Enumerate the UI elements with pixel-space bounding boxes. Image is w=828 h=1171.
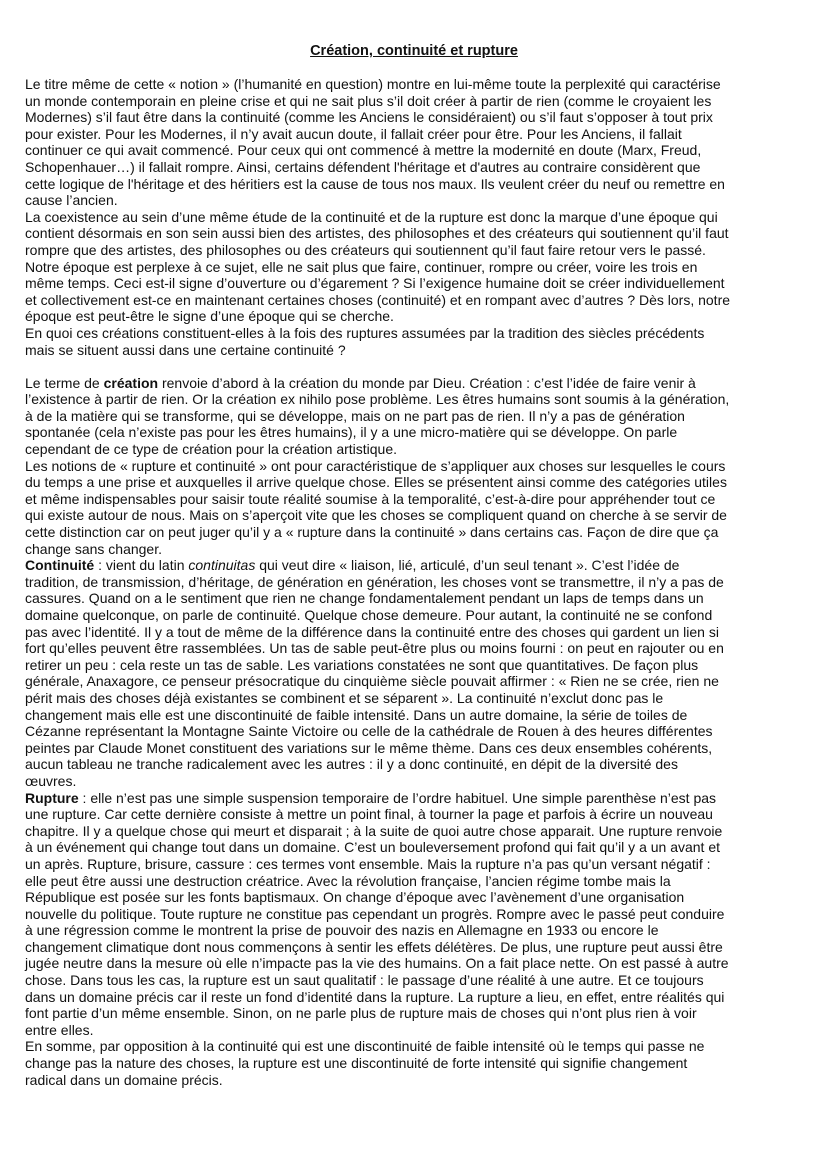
text-line: [25, 1038, 815, 1055]
text-line: [25, 342, 815, 359]
bold-term: création: [103, 374, 159, 391]
text-line: [25, 474, 815, 491]
document-title: Création, continuité et rupture: [310, 43, 518, 59]
text-run: tradition, de transmission, d’héritage, de génération en génération, les choses vont se transmettre, il n’y a pas de: [25, 573, 724, 590]
text-run: cependant de ce type de création pour la création artistique.: [25, 441, 398, 458]
text-run: retirer un peu : cela reste un tas de sable. Les variations constatées ne sont que quantitatives. De façon plus: [25, 656, 699, 673]
text-run: jugée neutre dans la mesure où elle n’impacte pas la vie des humains. On a fait place nette. On est passé à autre: [25, 955, 729, 972]
text-line: [25, 507, 815, 524]
coexistence-paragraph: [25, 209, 815, 325]
text-line: [25, 458, 815, 475]
text-line: [25, 275, 815, 292]
text-line: [25, 408, 815, 425]
text-line: [25, 491, 815, 508]
text-run: dans un domaine précis car il reste un fond d’identité dans la rupture. La rupture a lieu, en effet, entre réalités qui: [25, 988, 725, 1005]
text-run: pour exister. Pour les Modernes, il n’y avait aucun doute, il fallait créer pour être. Pour les Anciens, il fallait: [25, 125, 682, 142]
text-run: pas avec l’identité. Il y a tout de même de la différence dans la continuité entre des choses qui gardent un lien si: [25, 623, 719, 640]
italic-term: continuitas: [188, 557, 256, 574]
text-run: œuvres.: [25, 772, 77, 789]
text-run: cette distinction car on peut juger qu’il y a « rupture dans la continuité » dans certains cas. Façon de dire que ça: [25, 524, 719, 541]
text-run: En quoi ces créations constituent-elles à la fois des ruptures assumées par la tradition des siècles précédents: [25, 324, 705, 341]
text-run: un après. Rupture, brisure, cassure : ces termes vont ensemble. Mais la rupture n’a pas qu’un versant négatif :: [25, 855, 711, 872]
bold-term: Rupture: [25, 789, 79, 806]
text-run: fort qu’elles peuvent être rassemblées. Un tas de sable peut-être plus ou moins fourni : on peut en rajouter ou en: [25, 640, 724, 657]
text-line: [25, 259, 815, 276]
text-line: [25, 756, 815, 773]
continuite-paragraph: [25, 557, 815, 789]
text-run: : elle n’est pas une simple suspension temporaire de l’ordre habituel. Une simple parenthèse n’est pas: [78, 789, 717, 806]
text-run: nouvelle du politique. Toute rupture ne constitue pas cependant un progrès. Rompre avec le passé peut conduire: [25, 905, 725, 922]
text-run: : vient du latin: [94, 557, 189, 574]
text-run: En somme, par opposition à la continuité qui est une discontinuité de faible intensité où le temps qui passe ne: [25, 1038, 705, 1055]
text-line: [25, 93, 815, 110]
text-line: [25, 557, 815, 574]
bold-term: Continuité: [25, 557, 95, 574]
text-run: peintes par Claude Monet constituent des variations sur le même thème. Dans ces deux ensembles cohérents,: [25, 739, 713, 756]
text-run: rompre que des artistes, des philosophes ou des créateurs qui soutiennent qu’il faut faire retour vers le passé.: [25, 241, 706, 258]
problem-question: [25, 325, 815, 375]
text-line: [25, 176, 815, 193]
text-line: [25, 541, 815, 558]
text-line: [25, 955, 815, 972]
text-run: et collectivement est-ce en maintenant certaines choses (continuité) et en rompant avec d’autres ? Dès lors, notre: [25, 291, 731, 308]
text-line: [25, 242, 815, 259]
text-run: l’existence à partir de rien. Or la création ex nihilo pose problème. Les êtres humains sont soumis à la génération,: [25, 391, 730, 408]
text-line: [25, 391, 815, 408]
text-run: Les notions de « rupture et continuité » ont pour caractéristique de s’appliquer aux choses sur lesquelles le cours: [25, 457, 726, 474]
text-run: contient désormais en son sein aussi bien des artistes, des philosophes et des créateurs qui soutiennent qu’il faut: [25, 225, 729, 242]
text-run: un monde contemporain en pleine crise et qui ne sait plus s’il doit créer à partir de rien (comme le croyaient les: [25, 92, 712, 109]
text-run: qui existe autour de nous. Mais on s’aperçoit vite que les choses se compliquent quand on cherche à se servir de: [25, 507, 727, 524]
text-line: [25, 1055, 815, 1072]
rupture-paragraph: [25, 790, 815, 1039]
text-line: [25, 225, 815, 242]
text-line: [25, 142, 815, 159]
text-run: aucun tableau ne tranche radicalement avec les autres : il y a donc continuité, en dépit de la diversité des: [25, 756, 678, 773]
text-run: qui veut dire « liaison, lié, articulé, d’un seul tenant ». C’est l’idée de: [255, 557, 680, 574]
text-run: domaine quelconque, on parle de continuité. Quelque chose demeure. Pour autant, la continuité ne se confond: [25, 607, 713, 623]
text-line: [25, 424, 815, 441]
text-line: [25, 856, 815, 873]
text-line: [25, 308, 815, 325]
text-run: cause l’ancien.: [25, 192, 118, 209]
text-line: [25, 806, 815, 823]
text-line: [25, 590, 815, 607]
text-run: font partie d’un même ensemble. Sinon, on ne parle plus de rupture mais de choses qui n’ont plus rien à voir: [25, 1005, 697, 1022]
text-line: [25, 790, 815, 807]
text-run: République est posée sur les fonts baptismaux. On change d’époque avec l’avènement d’une organisation: [25, 889, 685, 906]
creation-paragraph: [25, 375, 815, 458]
text-line: [25, 823, 815, 840]
text-line: [25, 159, 815, 176]
text-line: [25, 873, 815, 890]
text-run: époque est peut-être le signe d’une époque qui se cherche.: [25, 308, 394, 325]
notions-paragraph: [25, 458, 815, 558]
text-run: spontanée (cela n’existe pas pour les êtres humains), il y a une micro-matière qui se développe. On parle: [25, 424, 678, 441]
text-run: du temps a une prise et auxquelles il arrive quelque chose. Elles se présentent ainsi comme des catégories utiles: [25, 474, 727, 491]
text-run: générale, Anaxagore, ce penseur présocratique du cinquième siècle pouvait affirmer : « Rien ne se crée, rien ne: [25, 673, 719, 690]
text-run: Schopenhauer…) il fallait rompre. Ainsi, certains défendent l'héritage et d'autres au contraire considèrent que: [25, 158, 701, 175]
text-line: [25, 972, 815, 989]
text-run: à une régression comme le montrent la prise de pouvoir des nazis en Allemagne en 1933 ou encore le: [25, 922, 659, 939]
text-run: chose. Dans tous les cas, la rupture est un saut qualitatif : le passage d’une réalité à une autre. Et ce toujours: [25, 972, 704, 989]
text-run: à de la matière qui se transforme, qui se développe, mais on ne part pas de rien. Il n’y a pas de génération: [25, 407, 685, 424]
text-line: [25, 939, 815, 956]
conclusion-paragraph: [25, 1038, 815, 1088]
text-run: une rupture. Car cette dernière consiste à mettre un point final, à tourner la page et parfois à écrire un nouveau: [25, 806, 713, 823]
text-line: [25, 1072, 815, 1089]
text-line: [25, 889, 815, 906]
text-run: Cézanne représentant la Montagne Sainte Victoire ou celle de la cathédrale de Rouen à des heures différentes: [25, 723, 713, 740]
text-line: [25, 707, 815, 724]
text-run: changement climatique dont nous commençons à sentir les effets délétères. De plus, une rupture peut aussi être: [25, 938, 723, 955]
blank-line: [25, 358, 815, 375]
text-line: [25, 76, 815, 93]
text-run: elle peut être aussi une destruction créatrice. Avec la révolution française, l’ancien régime tombe mais la: [25, 872, 671, 889]
text-run: chapitre. Il y a quelque chose qui meurt et disparait ; à la suite de quoi autre chose apparait. Une rupture renvoie: [25, 822, 723, 839]
text-run: périt mais des choses déjà existantes se combinent et se séparent ». La continuité n’exclut donc pas le: [25, 689, 664, 706]
text-run: entre elles.: [25, 1021, 94, 1038]
text-line: [25, 740, 815, 757]
text-line: [25, 292, 815, 309]
text-run: à un événement qui change tout dans un domaine. C’est un bouleversement profond qui fait qu’il y a un avant et: [25, 839, 721, 856]
text-line: [25, 607, 815, 624]
text-line: [25, 657, 815, 674]
intro-paragraph: [25, 76, 815, 209]
text-run: changement mais elle est une discontinuité de faible intensité. Dans un autre domaine, la série de toiles de: [25, 706, 688, 723]
document-body: [25, 76, 815, 1088]
text-run: continuer ce qui avait commencé. Pour ceux qui ont commencé à mettre la modernité en doute (Marx, Freud,: [25, 142, 702, 159]
text-line: [25, 690, 815, 707]
text-line: [25, 524, 815, 541]
text-line: [25, 325, 815, 342]
text-line: [25, 723, 815, 740]
text-run: La coexistence au sein d’une même étude de la continuité et de la rupture est donc la marque d’une époque qui: [25, 208, 718, 225]
text-run: renvoie d’abord à la création du monde par Dieu. Création : c’est l’idée de faire venir à: [158, 374, 696, 391]
text-run: radical dans un domaine précis.: [25, 1071, 223, 1088]
text-line: [25, 906, 815, 923]
text-run: cassures. Quand on a le sentiment que rien ne change fondamentalement pendant un laps de temps dans un: [25, 590, 704, 607]
text-run: change pas la nature des choses, la rupture est une discontinuité de forte intensité qui signifie changement: [25, 1055, 688, 1072]
text-run: et même indispensables pour saisir toute réalité soumise à la temporalité, c’est-à-dire pour appréhender tout ce: [25, 490, 716, 507]
text-line: [25, 126, 815, 143]
text-line: [25, 673, 815, 690]
text-line: [25, 989, 815, 1006]
text-line: [25, 640, 815, 657]
text-run: Le titre même de cette « notion » (l’humanité en question) montre en lui-même toute la perplexité qui caractérise: [25, 76, 721, 92]
text-run: Modernes) s’il faut être dans la continuité (comme les Anciens le considéraient) ou s’il faut s’opposer à tout prix: [25, 109, 713, 126]
text-line: [25, 109, 815, 126]
text-line: [25, 773, 815, 790]
text-line: [25, 441, 815, 458]
text-run: Le terme de: [25, 374, 104, 391]
text-line: [25, 922, 815, 939]
text-line: [25, 1022, 815, 1039]
text-run: Notre époque est perplexe à ce sujet, elle ne sait plus que faire, continuer, rompre ou créer, voire les trois en: [25, 258, 698, 275]
text-run: mais se situent aussi dans une certaine continuité ?: [25, 341, 346, 358]
text-run: change sans changer.: [25, 540, 162, 557]
text-line: [25, 375, 815, 392]
text-line: [25, 209, 815, 226]
text-line: [25, 1005, 815, 1022]
text-line: [25, 192, 815, 209]
text-line: [25, 624, 815, 641]
text-line: [25, 574, 815, 591]
text-run: cette logique de l'héritage et des héritiers est la cause de tous nos maux. Ils veulent créer du neuf ou remettre en: [25, 175, 725, 192]
text-line: [25, 839, 815, 856]
text-run: même temps. Ceci est-il signe d’ouverture ou d’égarement ? Si l’exigence humaine doit se créer individuellement: [25, 275, 725, 292]
